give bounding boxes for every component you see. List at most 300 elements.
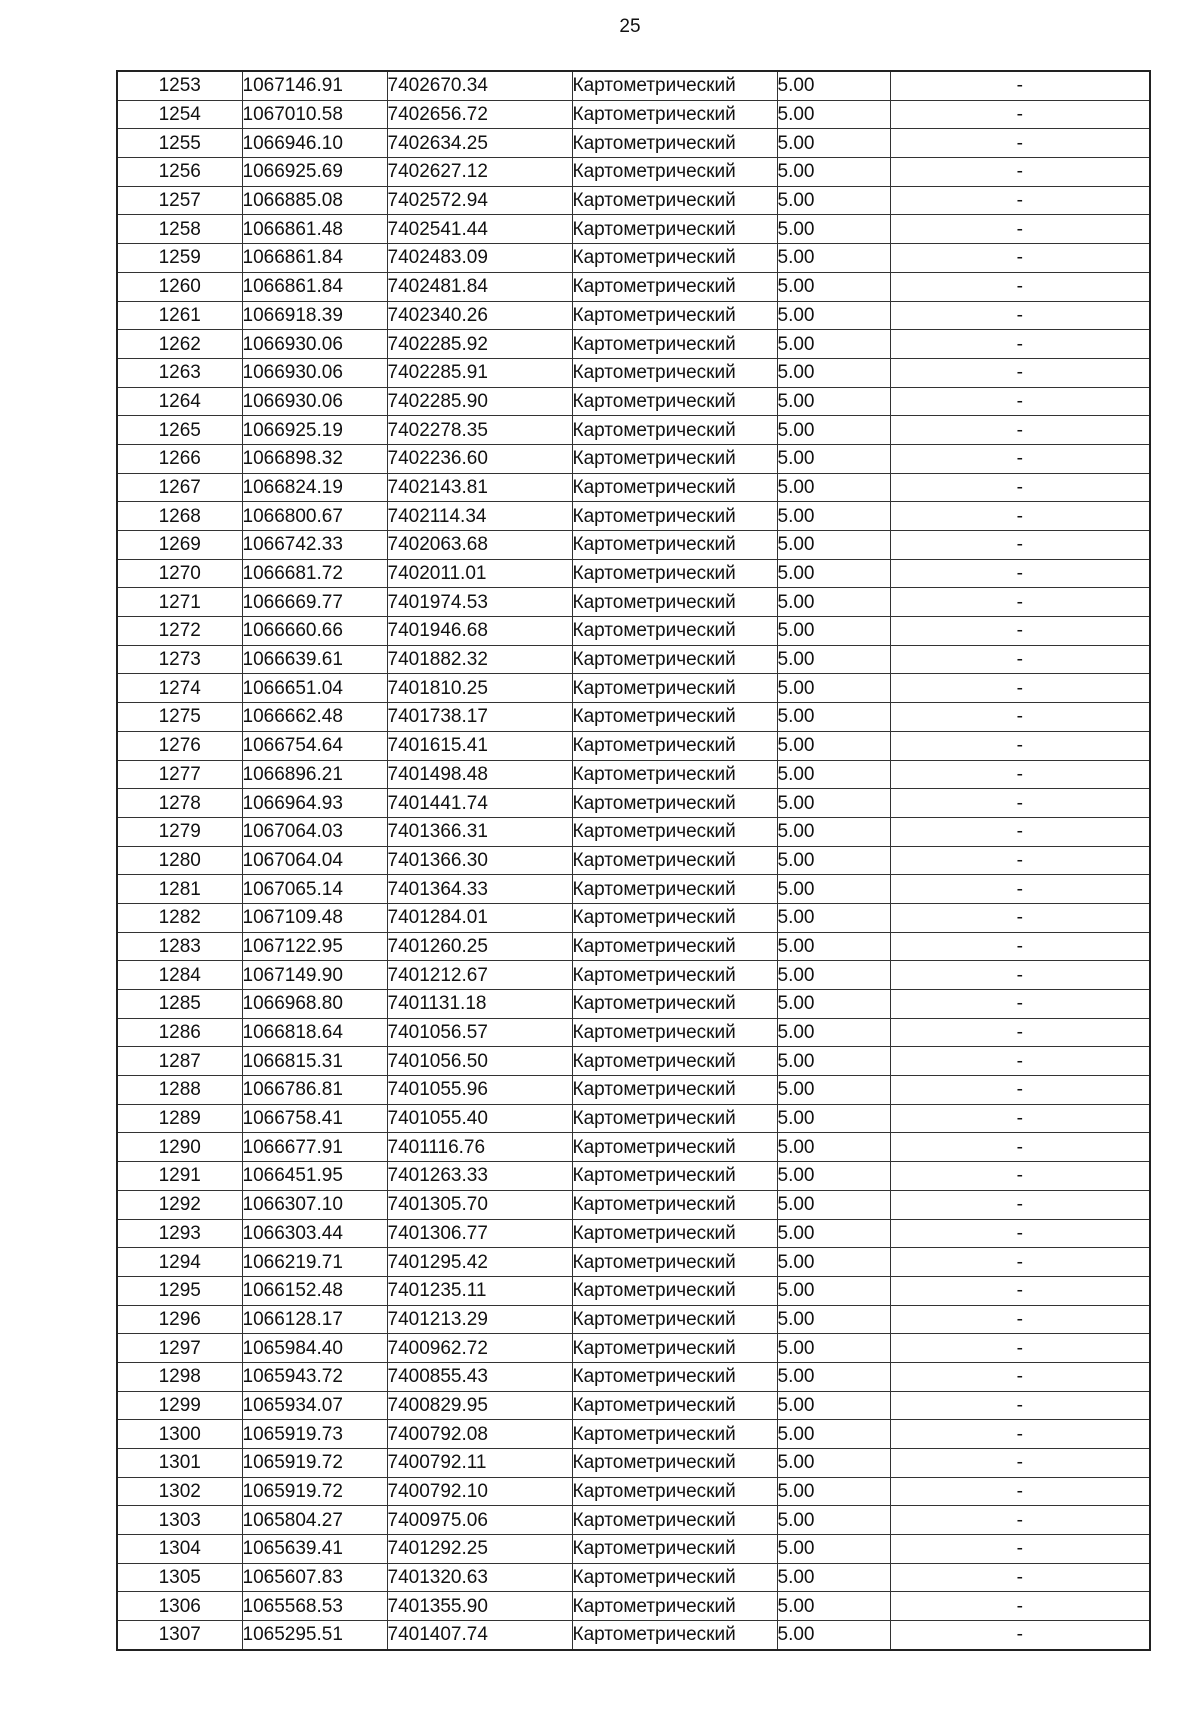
y-coordinate-cell: 7402481.84 <box>387 272 572 301</box>
x-coordinate-cell: 1066754.64 <box>242 731 387 760</box>
x-coordinate-cell: 1066925.69 <box>242 158 387 187</box>
y-coordinate-cell: 7402285.90 <box>387 387 572 416</box>
accuracy-cell: 5.00 <box>777 789 890 818</box>
accuracy-cell: 5.00 <box>777 875 890 904</box>
table-row <box>117 1190 1150 1219</box>
x-coordinate-cell: 1066128.17 <box>242 1305 387 1334</box>
y-coordinate-cell: 7401366.30 <box>387 846 572 875</box>
table-row <box>117 1563 1150 1592</box>
note-cell: - <box>890 215 1150 244</box>
point-number-cell: 1298 <box>117 1362 242 1391</box>
method-cell: Картометрический <box>572 502 777 531</box>
y-coordinate-cell: 7400792.08 <box>387 1420 572 1449</box>
y-coordinate-cell: 7400855.43 <box>387 1362 572 1391</box>
x-coordinate-cell: 1066742.33 <box>242 531 387 560</box>
point-number-cell: 1299 <box>117 1391 242 1420</box>
y-coordinate-cell: 7401284.01 <box>387 903 572 932</box>
note-cell: - <box>890 1219 1150 1248</box>
x-coordinate-cell: 1065804.27 <box>242 1506 387 1535</box>
point-number-cell: 1267 <box>117 473 242 502</box>
x-coordinate-cell: 1067109.48 <box>242 903 387 932</box>
note-cell: - <box>890 1391 1150 1420</box>
point-number-cell: 1254 <box>117 100 242 129</box>
accuracy-cell: 5.00 <box>777 100 890 129</box>
table-row <box>117 330 1150 359</box>
accuracy-cell: 5.00 <box>777 559 890 588</box>
table-row <box>117 1362 1150 1391</box>
y-coordinate-cell: 7401056.57 <box>387 1018 572 1047</box>
y-coordinate-cell: 7401441.74 <box>387 789 572 818</box>
accuracy-cell: 5.00 <box>777 760 890 789</box>
y-coordinate-cell: 7402063.68 <box>387 531 572 560</box>
x-coordinate-cell: 1066861.84 <box>242 272 387 301</box>
point-number-cell: 1295 <box>117 1276 242 1305</box>
note-cell: - <box>890 1162 1150 1191</box>
table-row <box>117 1276 1150 1305</box>
point-number-cell: 1293 <box>117 1219 242 1248</box>
method-cell: Картометрический <box>572 1535 777 1564</box>
x-coordinate-cell: 1066861.84 <box>242 244 387 273</box>
note-cell: - <box>890 387 1150 416</box>
x-coordinate-cell: 1067146.91 <box>242 71 387 100</box>
x-coordinate-cell: 1066896.21 <box>242 760 387 789</box>
accuracy-cell: 5.00 <box>777 846 890 875</box>
point-number-cell: 1301 <box>117 1449 242 1478</box>
table-row <box>117 129 1150 158</box>
x-coordinate-cell: 1066885.08 <box>242 186 387 215</box>
table-row <box>117 789 1150 818</box>
point-number-cell: 1305 <box>117 1563 242 1592</box>
y-coordinate-cell: 7401355.90 <box>387 1592 572 1621</box>
note-cell: - <box>890 1592 1150 1621</box>
point-number-cell: 1260 <box>117 272 242 301</box>
table-row <box>117 1420 1150 1449</box>
point-number-cell: 1253 <box>117 71 242 100</box>
table-row <box>117 703 1150 732</box>
x-coordinate-cell: 1065919.72 <box>242 1449 387 1478</box>
accuracy-cell: 5.00 <box>777 1391 890 1420</box>
accuracy-cell: 5.00 <box>777 272 890 301</box>
point-number-cell: 1279 <box>117 817 242 846</box>
accuracy-cell: 5.00 <box>777 1047 890 1076</box>
table-row <box>117 903 1150 932</box>
accuracy-cell: 5.00 <box>777 817 890 846</box>
accuracy-cell: 5.00 <box>777 330 890 359</box>
y-coordinate-cell: 7401213.29 <box>387 1305 572 1334</box>
x-coordinate-cell: 1067064.03 <box>242 817 387 846</box>
method-cell: Картометрический <box>572 961 777 990</box>
accuracy-cell: 5.00 <box>777 1449 890 1478</box>
y-coordinate-cell: 7402236.60 <box>387 444 572 473</box>
table-row <box>117 645 1150 674</box>
method-cell: Картометрический <box>572 1190 777 1219</box>
point-number-cell: 1272 <box>117 617 242 646</box>
accuracy-cell: 5.00 <box>777 674 890 703</box>
accuracy-cell: 5.00 <box>777 1621 890 1650</box>
table-row <box>117 760 1150 789</box>
table-row <box>117 444 1150 473</box>
y-coordinate-cell: 7401364.33 <box>387 875 572 904</box>
note-cell: - <box>890 244 1150 273</box>
note-cell: - <box>890 760 1150 789</box>
x-coordinate-cell: 1066303.44 <box>242 1219 387 1248</box>
method-cell: Картометрический <box>572 1219 777 1248</box>
method-cell: Картометрический <box>572 129 777 158</box>
point-number-cell: 1281 <box>117 875 242 904</box>
accuracy-cell: 5.00 <box>777 71 890 100</box>
table-row <box>117 387 1150 416</box>
note-cell: - <box>890 932 1150 961</box>
x-coordinate-cell: 1065568.53 <box>242 1592 387 1621</box>
y-coordinate-cell: 7401260.25 <box>387 932 572 961</box>
x-coordinate-cell: 1066815.31 <box>242 1047 387 1076</box>
note-cell: - <box>890 1190 1150 1219</box>
method-cell: Картометрический <box>572 1104 777 1133</box>
accuracy-cell: 5.00 <box>777 1305 890 1334</box>
note-cell: - <box>890 1477 1150 1506</box>
table-row <box>117 272 1150 301</box>
point-number-cell: 1266 <box>117 444 242 473</box>
point-number-cell: 1271 <box>117 588 242 617</box>
x-coordinate-cell: 1065934.07 <box>242 1391 387 1420</box>
y-coordinate-cell: 7401366.31 <box>387 817 572 846</box>
y-coordinate-cell: 7401263.33 <box>387 1162 572 1191</box>
method-cell: Картометрический <box>572 932 777 961</box>
point-number-cell: 1285 <box>117 990 242 1019</box>
method-cell: Картометрический <box>572 1162 777 1191</box>
method-cell: Картометрический <box>572 760 777 789</box>
note-cell: - <box>890 1621 1150 1650</box>
method-cell: Картометрический <box>572 817 777 846</box>
y-coordinate-cell: 7402285.91 <box>387 358 572 387</box>
method-cell: Картометрический <box>572 1391 777 1420</box>
point-number-cell: 1297 <box>117 1334 242 1363</box>
method-cell: Картометрический <box>572 1477 777 1506</box>
table-row <box>117 1248 1150 1277</box>
method-cell: Картометрический <box>572 731 777 760</box>
method-cell: Картометрический <box>572 444 777 473</box>
x-coordinate-cell: 1066930.06 <box>242 358 387 387</box>
note-cell: - <box>890 416 1150 445</box>
accuracy-cell: 5.00 <box>777 1506 890 1535</box>
point-number-cell: 1296 <box>117 1305 242 1334</box>
note-cell: - <box>890 1133 1150 1162</box>
point-number-cell: 1269 <box>117 531 242 560</box>
table-row <box>117 932 1150 961</box>
y-coordinate-cell: 7402670.34 <box>387 71 572 100</box>
point-number-cell: 1268 <box>117 502 242 531</box>
x-coordinate-cell: 1066824.19 <box>242 473 387 502</box>
note-cell: - <box>890 731 1150 760</box>
accuracy-cell: 5.00 <box>777 1362 890 1391</box>
y-coordinate-cell: 7401235.11 <box>387 1276 572 1305</box>
y-coordinate-cell: 7402285.92 <box>387 330 572 359</box>
table-row <box>117 158 1150 187</box>
method-cell: Картометрический <box>572 1449 777 1478</box>
note-cell: - <box>890 531 1150 560</box>
method-cell: Картометрический <box>572 789 777 818</box>
y-coordinate-cell: 7401615.41 <box>387 731 572 760</box>
point-number-cell: 1291 <box>117 1162 242 1191</box>
note-cell: - <box>890 1248 1150 1277</box>
method-cell: Картометрический <box>572 1276 777 1305</box>
point-number-cell: 1264 <box>117 387 242 416</box>
x-coordinate-cell: 1066152.48 <box>242 1276 387 1305</box>
note-cell: - <box>890 674 1150 703</box>
method-cell: Картометрический <box>572 875 777 904</box>
note-cell: - <box>890 903 1150 932</box>
method-cell: Картометрический <box>572 358 777 387</box>
note-cell: - <box>890 1362 1150 1391</box>
y-coordinate-cell: 7401055.96 <box>387 1076 572 1105</box>
table-row <box>117 1133 1150 1162</box>
y-coordinate-cell: 7402340.26 <box>387 301 572 330</box>
point-number-cell: 1273 <box>117 645 242 674</box>
y-coordinate-cell: 7402483.09 <box>387 244 572 273</box>
y-coordinate-cell: 7402634.25 <box>387 129 572 158</box>
y-coordinate-cell: 7401116.76 <box>387 1133 572 1162</box>
note-cell: - <box>890 990 1150 1019</box>
x-coordinate-cell: 1066925.19 <box>242 416 387 445</box>
method-cell: Картометрический <box>572 531 777 560</box>
accuracy-cell: 5.00 <box>777 1535 890 1564</box>
accuracy-cell: 5.00 <box>777 617 890 646</box>
method-cell: Картометрический <box>572 1133 777 1162</box>
y-coordinate-cell: 7401974.53 <box>387 588 572 617</box>
method-cell: Картометрический <box>572 846 777 875</box>
x-coordinate-cell: 1066307.10 <box>242 1190 387 1219</box>
method-cell: Картометрический <box>572 244 777 273</box>
x-coordinate-cell: 1066662.48 <box>242 703 387 732</box>
point-number-cell: 1292 <box>117 1190 242 1219</box>
x-coordinate-cell: 1066930.06 <box>242 330 387 359</box>
point-number-cell: 1270 <box>117 559 242 588</box>
point-number-cell: 1302 <box>117 1477 242 1506</box>
point-number-cell: 1286 <box>117 1018 242 1047</box>
method-cell: Картометрический <box>572 416 777 445</box>
point-number-cell: 1280 <box>117 846 242 875</box>
note-cell: - <box>890 444 1150 473</box>
point-number-cell: 1294 <box>117 1248 242 1277</box>
x-coordinate-cell: 1066964.93 <box>242 789 387 818</box>
x-coordinate-cell: 1067064.04 <box>242 846 387 875</box>
note-cell: - <box>890 100 1150 129</box>
point-number-cell: 1288 <box>117 1076 242 1105</box>
method-cell: Картометрический <box>572 1305 777 1334</box>
accuracy-cell: 5.00 <box>777 1076 890 1105</box>
point-number-cell: 1257 <box>117 186 242 215</box>
table-row <box>117 617 1150 646</box>
accuracy-cell: 5.00 <box>777 531 890 560</box>
method-cell: Картометрический <box>572 158 777 187</box>
accuracy-cell: 5.00 <box>777 645 890 674</box>
method-cell: Картометрический <box>572 1621 777 1650</box>
table-row <box>117 1018 1150 1047</box>
table-row <box>117 674 1150 703</box>
coordinates-table <box>116 70 1151 1651</box>
method-cell: Картометрический <box>572 1506 777 1535</box>
x-coordinate-cell: 1066758.41 <box>242 1104 387 1133</box>
x-coordinate-cell: 1065919.72 <box>242 1477 387 1506</box>
x-coordinate-cell: 1066800.67 <box>242 502 387 531</box>
x-coordinate-cell: 1067065.14 <box>242 875 387 904</box>
table-row <box>117 1076 1150 1105</box>
x-coordinate-cell: 1065607.83 <box>242 1563 387 1592</box>
table-row <box>117 301 1150 330</box>
method-cell: Картометрический <box>572 674 777 703</box>
note-cell: - <box>890 1449 1150 1478</box>
note-cell: - <box>890 817 1150 846</box>
x-coordinate-cell: 1066681.72 <box>242 559 387 588</box>
accuracy-cell: 5.00 <box>777 416 890 445</box>
method-cell: Картометрический <box>572 1420 777 1449</box>
y-coordinate-cell: 7401292.25 <box>387 1535 572 1564</box>
accuracy-cell: 5.00 <box>777 1248 890 1277</box>
y-coordinate-cell: 7402656.72 <box>387 100 572 129</box>
accuracy-cell: 5.00 <box>777 1104 890 1133</box>
table-row <box>117 1592 1150 1621</box>
x-coordinate-cell: 1065984.40 <box>242 1334 387 1363</box>
accuracy-cell: 5.00 <box>777 1563 890 1592</box>
note-cell: - <box>890 1334 1150 1363</box>
y-coordinate-cell: 7402011.01 <box>387 559 572 588</box>
method-cell: Картометрический <box>572 990 777 1019</box>
table-row <box>117 961 1150 990</box>
point-number-cell: 1282 <box>117 903 242 932</box>
accuracy-cell: 5.00 <box>777 961 890 990</box>
y-coordinate-cell: 7401498.48 <box>387 760 572 789</box>
accuracy-cell: 5.00 <box>777 731 890 760</box>
method-cell: Картометрический <box>572 1076 777 1105</box>
x-coordinate-cell: 1067122.95 <box>242 932 387 961</box>
accuracy-cell: 5.00 <box>777 244 890 273</box>
note-cell: - <box>890 1047 1150 1076</box>
table-row <box>117 1162 1150 1191</box>
table-row <box>117 100 1150 129</box>
method-cell: Картометрический <box>572 301 777 330</box>
table-row <box>117 215 1150 244</box>
x-coordinate-cell: 1066930.06 <box>242 387 387 416</box>
table-row <box>117 1506 1150 1535</box>
y-coordinate-cell: 7402114.34 <box>387 502 572 531</box>
method-cell: Картометрический <box>572 1018 777 1047</box>
x-coordinate-cell: 1065639.41 <box>242 1535 387 1564</box>
table-row <box>117 186 1150 215</box>
point-number-cell: 1275 <box>117 703 242 732</box>
table-row <box>117 473 1150 502</box>
note-cell: - <box>890 1563 1150 1592</box>
note-cell: - <box>890 961 1150 990</box>
y-coordinate-cell: 7402541.44 <box>387 215 572 244</box>
x-coordinate-cell: 1066898.32 <box>242 444 387 473</box>
note-cell: - <box>890 1305 1150 1334</box>
y-coordinate-cell: 7402572.94 <box>387 186 572 215</box>
x-coordinate-cell: 1066669.77 <box>242 588 387 617</box>
table-row <box>117 358 1150 387</box>
point-number-cell: 1262 <box>117 330 242 359</box>
y-coordinate-cell: 7400792.11 <box>387 1449 572 1478</box>
point-number-cell: 1278 <box>117 789 242 818</box>
point-number-cell: 1277 <box>117 760 242 789</box>
point-number-cell: 1304 <box>117 1535 242 1564</box>
y-coordinate-cell: 7401407.74 <box>387 1621 572 1650</box>
note-cell: - <box>890 301 1150 330</box>
note-cell: - <box>890 1076 1150 1105</box>
table-row <box>117 990 1150 1019</box>
point-number-cell: 1283 <box>117 932 242 961</box>
note-cell: - <box>890 645 1150 674</box>
accuracy-cell: 5.00 <box>777 358 890 387</box>
x-coordinate-cell: 1066861.48 <box>242 215 387 244</box>
y-coordinate-cell: 7401131.18 <box>387 990 572 1019</box>
note-cell: - <box>890 559 1150 588</box>
point-number-cell: 1274 <box>117 674 242 703</box>
x-coordinate-cell: 1067149.90 <box>242 961 387 990</box>
note-cell: - <box>890 473 1150 502</box>
accuracy-cell: 5.00 <box>777 1276 890 1305</box>
table-row <box>117 1391 1150 1420</box>
note-cell: - <box>890 129 1150 158</box>
note-cell: - <box>890 71 1150 100</box>
point-number-cell: 1276 <box>117 731 242 760</box>
x-coordinate-cell: 1066639.61 <box>242 645 387 674</box>
accuracy-cell: 5.00 <box>777 158 890 187</box>
note-cell: - <box>890 330 1150 359</box>
note-cell: - <box>890 875 1150 904</box>
note-cell: - <box>890 588 1150 617</box>
y-coordinate-cell: 7400829.95 <box>387 1391 572 1420</box>
note-cell: - <box>890 1535 1150 1564</box>
method-cell: Картометрический <box>572 387 777 416</box>
method-cell: Картометрический <box>572 473 777 502</box>
table-row <box>117 1621 1150 1650</box>
table-row <box>117 559 1150 588</box>
table-row <box>117 588 1150 617</box>
method-cell: Картометрический <box>572 100 777 129</box>
note-cell: - <box>890 358 1150 387</box>
x-coordinate-cell: 1065919.73 <box>242 1420 387 1449</box>
point-number-cell: 1289 <box>117 1104 242 1133</box>
accuracy-cell: 5.00 <box>777 903 890 932</box>
point-number-cell: 1306 <box>117 1592 242 1621</box>
x-coordinate-cell: 1066968.80 <box>242 990 387 1019</box>
x-coordinate-cell: 1065943.72 <box>242 1362 387 1391</box>
accuracy-cell: 5.00 <box>777 1162 890 1191</box>
method-cell: Картометрический <box>572 559 777 588</box>
accuracy-cell: 5.00 <box>777 1477 890 1506</box>
note-cell: - <box>890 1506 1150 1535</box>
x-coordinate-cell: 1066451.95 <box>242 1162 387 1191</box>
x-coordinate-cell: 1066946.10 <box>242 129 387 158</box>
y-coordinate-cell: 7401810.25 <box>387 674 572 703</box>
y-coordinate-cell: 7401056.50 <box>387 1047 572 1076</box>
y-coordinate-cell: 7400792.10 <box>387 1477 572 1506</box>
accuracy-cell: 5.00 <box>777 1190 890 1219</box>
point-number-cell: 1258 <box>117 215 242 244</box>
point-number-cell: 1287 <box>117 1047 242 1076</box>
note-cell: - <box>890 789 1150 818</box>
method-cell: Картометрический <box>572 588 777 617</box>
table-row <box>117 502 1150 531</box>
accuracy-cell: 5.00 <box>777 1420 890 1449</box>
note-cell: - <box>890 846 1150 875</box>
table-row <box>117 416 1150 445</box>
note-cell: - <box>890 1104 1150 1133</box>
y-coordinate-cell: 7401212.67 <box>387 961 572 990</box>
y-coordinate-cell: 7401055.40 <box>387 1104 572 1133</box>
method-cell: Картометрический <box>572 1334 777 1363</box>
y-coordinate-cell: 7402143.81 <box>387 473 572 502</box>
